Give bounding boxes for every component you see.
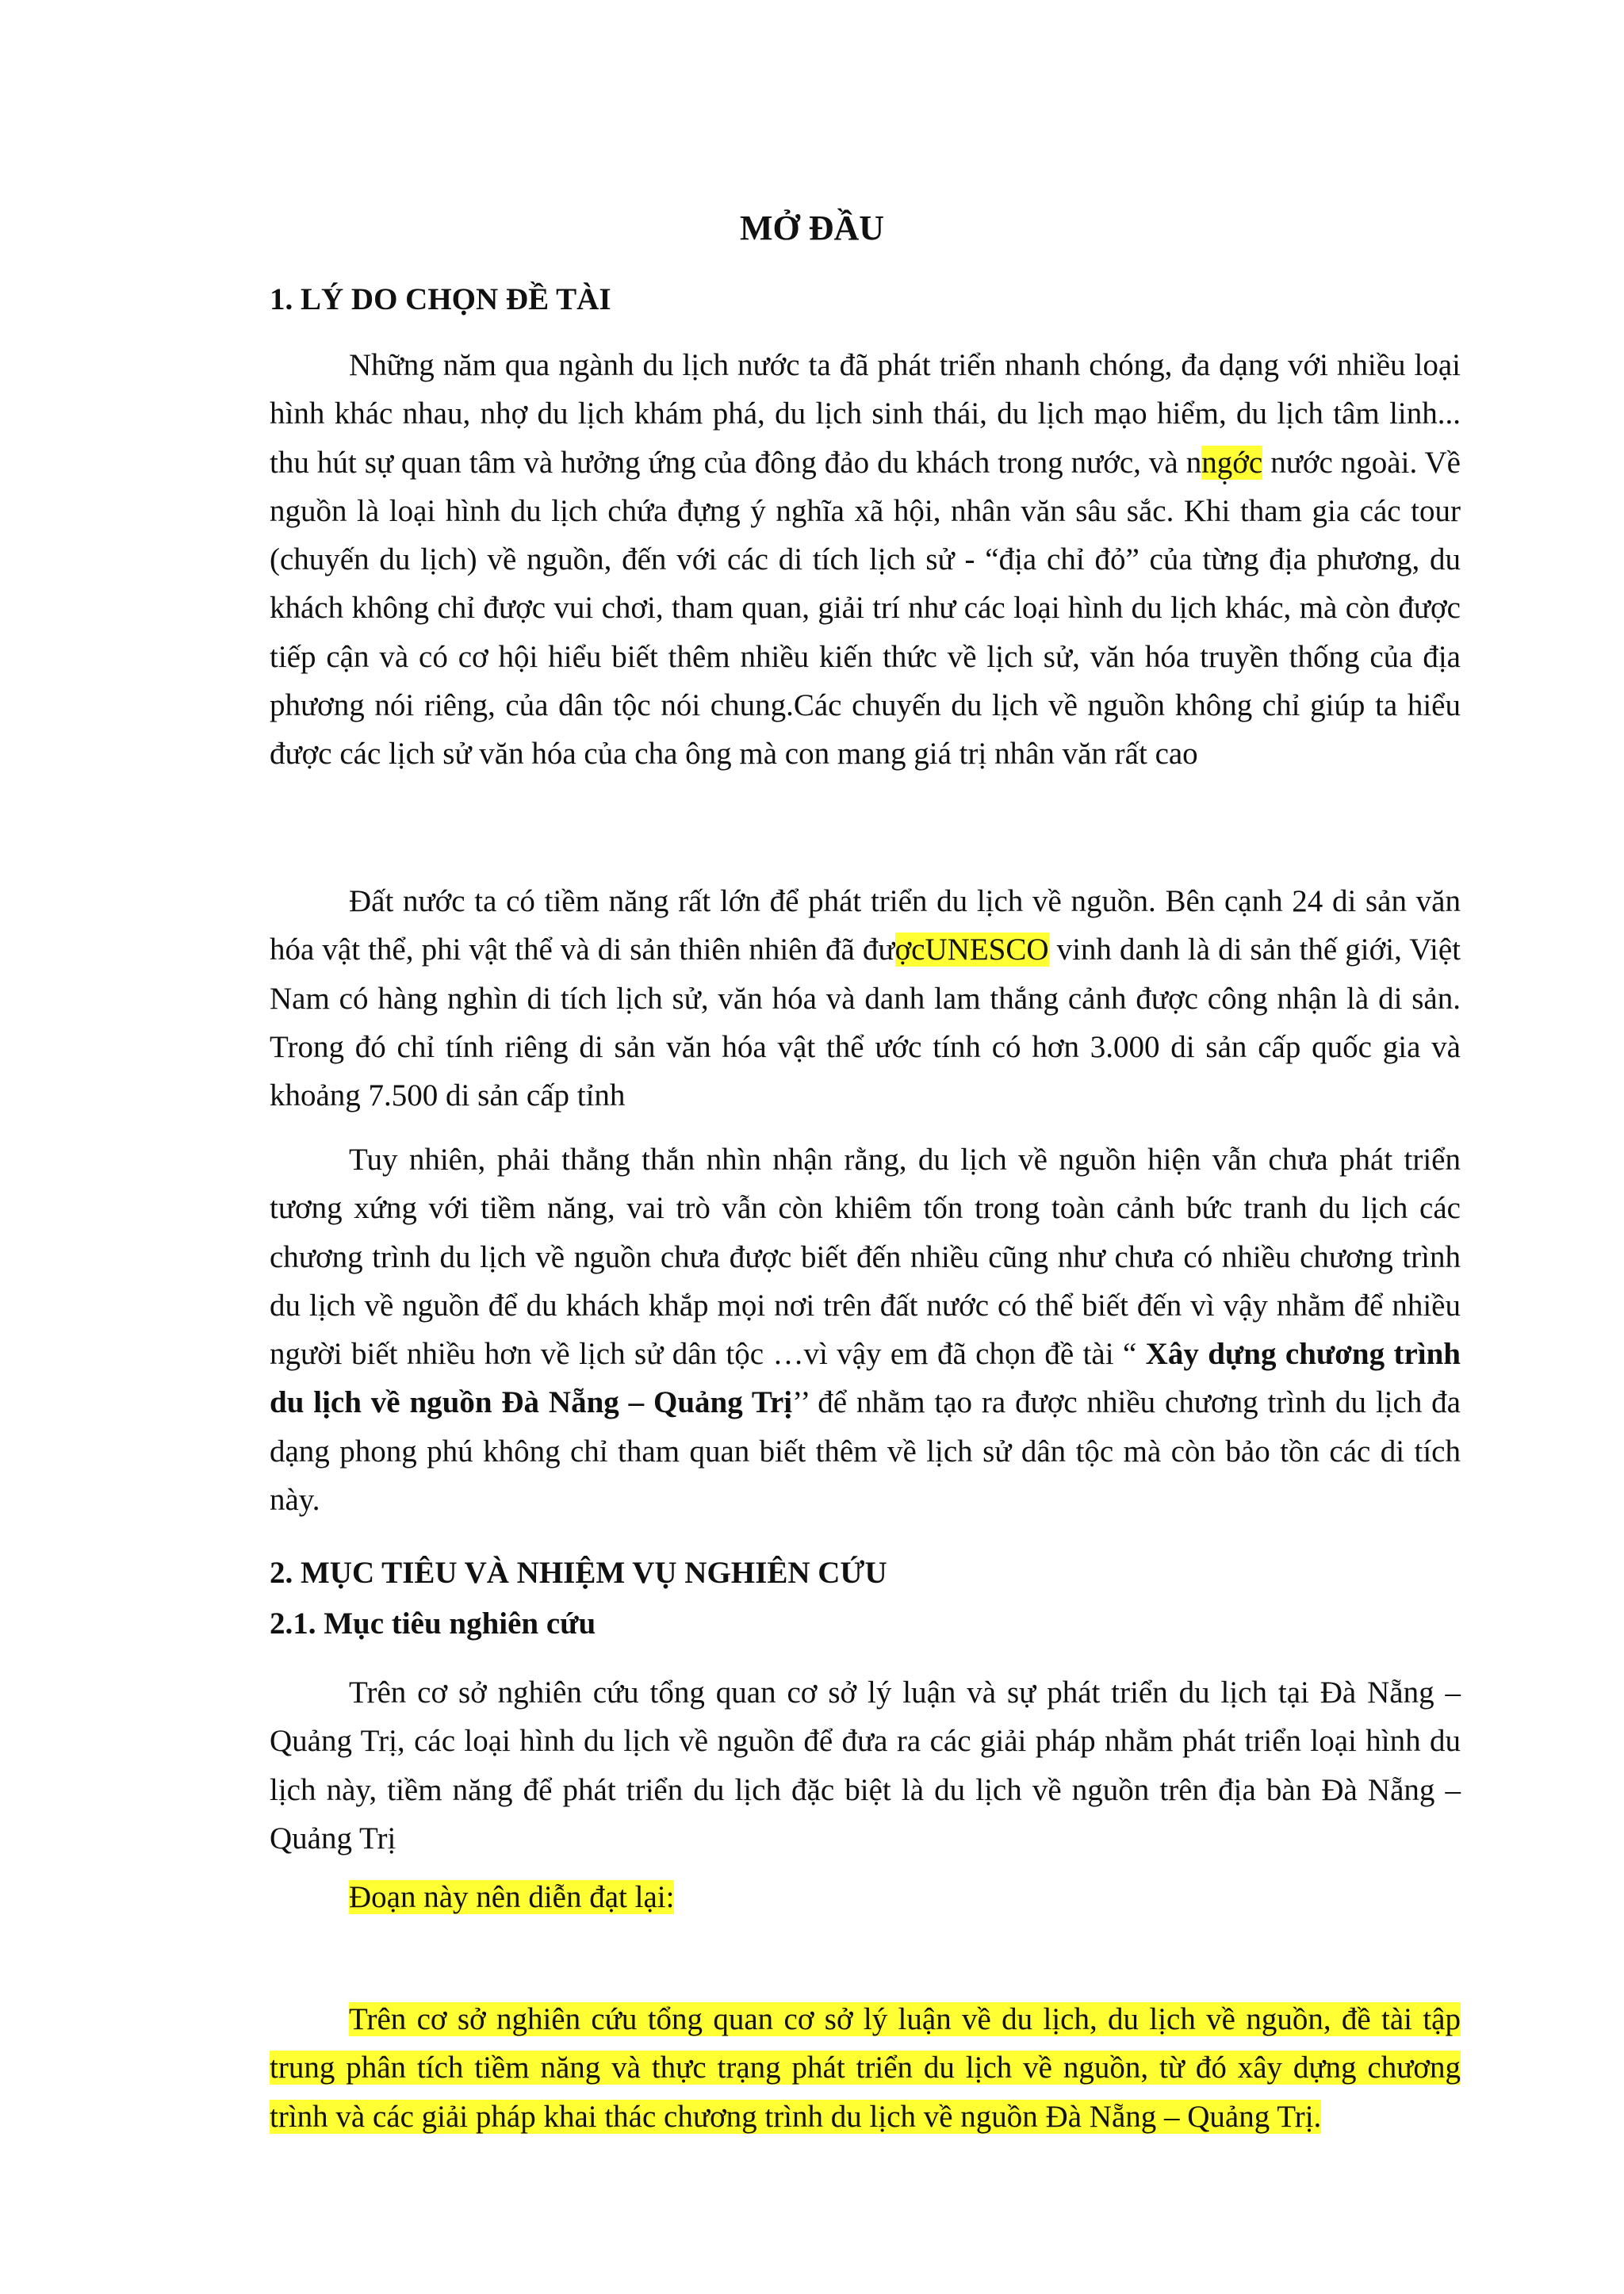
section-1-heading: 1. LÝ DO CHỌN ĐỀ TÀI [270,282,611,316]
paragraph-reason-3 [270,1136,1461,1524]
paragraph-reason-3-tail: ’’ để nhằm tạo ra được nhiều chương trình du lịch đa dạng phong phú không chỉ tham quan biết thêm về lịch sử dân tộc mà còn bảo tồn các di tích này. [270,1385,1461,1518]
section-2-1-heading: 2.1. Mục tiêu nghiên cứu [270,1607,596,1641]
paragraph-reason-1-tail: nước ngoài. Về nguồn là loại hình du lịch chứa đựng ý nghĩa xã hội, nhân văn sâu sắc. Khi tham gia các tour (chuyến du lịch) về nguồn, đến với các di tích lịch sử - “địa chỉ đỏ” của từng địa phương, du khách không chỉ được vui chơi, tham quan, giải trí như các loại hình du lịch khác, mà còn được tiếp cận và có cơ hội hiểu biết thêm nhiều kiến thức về lịch sử, văn hóa truyền thống của địa phương nói riêng, của dân tộc nói chung.Các chuyến du lịch về nguồn không chỉ giúp ta hiểu được các lịch sử văn hóa của cha ông mà con mang giá trị nhân văn rất cao [270,445,1461,772]
paragraph-reason-2 [270,877,1461,1120]
section-2-heading: 2. MỤC TIÊU VÀ NHIỆM VỤ NGHIÊN CỨU [270,1556,887,1590]
paragraph-reason-1 [270,341,1461,779]
review-note-label [270,1873,1461,1921]
paragraph-suggested-rewrite [270,1995,1461,2141]
suggested-rewrite-text: Trên cơ sở nghiên cứu tổng quan cơ sở lý luận về du lịch, du lịch về nguồn, đề tài tập trung phân tích tiềm năng và thực trạng phát triển du lịch về nguồn, từ đó xây dựng chương trình và các giải pháp khai thác chương trình du lịch về nguồn Đà Nẵng – Quảng Trị. [270,2002,1461,2134]
paragraph-objective: Trên cơ sở nghiên cứu tổng quan cơ sở lý luận và sự phát triển du lịch tại Đà Nẵng – Quảng Trị, các loại hình du lịch về nguồn để đưa ra các giải pháp nhằm phát triển loại hình du lịch này, tiềm năng để phát triển du lịch đặc biệt là du lịch về nguồn trên địa bàn Đà Nẵng – Quảng Trị [270,1676,1461,1855]
thesis-title: Xây dựng chương trình du lịch về nguồn Đà Nẵng – Quảng Trị [270,1337,1461,1420]
paragraph-reason-3-text: Tuy nhiên, phải thẳng thắn nhìn nhận rằng, du lịch về nguồn hiện vẫn chưa phát triển tương xứng với tiềm năng, vai trò vẫn còn khiêm tốn trong toàn cảnh bức tranh du lịch các chương trình du lịch về nguồn chưa được biết đến nhiều cũng như chưa có nhiều chương trình du lịch về nguồn để du khách khắp mọi nơi trên đất nước có thể biết đến vì vậy nhằm để nhiều người biết nhiều hơn về lịch sử dân tộc …vì vậy em đã chọn đề tài “ [270,1143,1461,1372]
review-note-text: Đoạn này nên diễn đạt lại: [349,1880,675,1914]
paragraph-reason-2-tail: vinh danh là di sản thế giới, Việt Nam có hàng nghìn di tích lịch sử, văn hóa và danh lam thắng cảnh được công nhận là di sản. Trong đó chỉ tính riêng di sản văn hóa vật thể ước tính có hơn 3.000 di sản cấp quốc gia và khoảng 7.500 di sản cấp tỉnh [270,933,1461,1113]
document-title: MỞ ĐẦU [739,209,885,247]
highlighted-typo: ng̣ớc [1201,445,1263,480]
paragraph-reason-2-text: Đất nước ta có tiềm năng rất lớn để phát triển du lịch về nguồn. Bên cạnh 24 di sản văn hóa vật thể, phi vật thể và di sản thiên nhiên đã đư [270,884,1461,967]
paragraph-reason-1-text: Những năm qua ngành du lịch nước ta đã phát triển nhanh chóng, đa dạng với nhiều loại hình khác nhau, nhợ du lịch khám phá, du lịch sinh thái, du lịch mạo hiểm, du lịch tâm linh... thu hút sự quan tâm và hưởng ứng của đông đảo du khách trong nước, và n [270,348,1461,480]
highlighted-unesco: ợcUNESCO [894,933,1049,967]
